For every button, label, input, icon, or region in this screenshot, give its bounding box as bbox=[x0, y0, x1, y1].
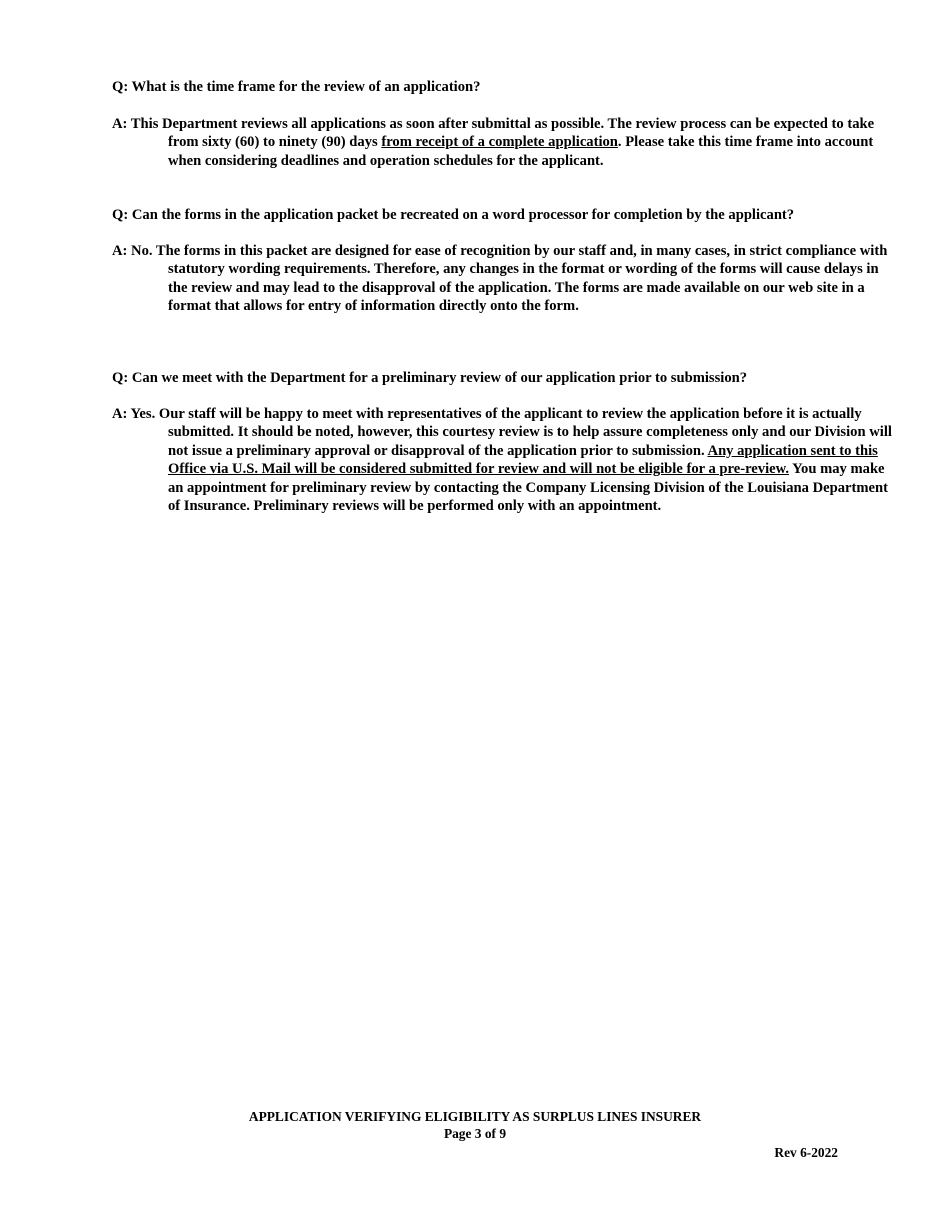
answer-1-underlined: from receipt of a complete application bbox=[381, 134, 618, 151]
footer-revision: Rev 6-2022 bbox=[774, 1145, 838, 1160]
footer-title: APPLICATION VERIFYING ELIGIBILITY AS SURPLUS LINES INSURER bbox=[248, 1109, 702, 1124]
answer-2: A: No. The forms in this packet are designed for ease of recognition by our staff and, in many cases, in strict compliance with statutory wording requirements. Therefore, any changes in the format or wording of the forms will cause delays in the review and may lead to the disapproval of the application. The forms are made available on our web site in a format that allows for entry of information directly onto the form. bbox=[112, 243, 888, 315]
footer-page-number: Page 3 of 9 bbox=[443, 1126, 507, 1141]
answer-1-text: A: This Department reviews all applications as soon after submittal as possible. The review process can be expected to take from sixty (60) to ninety (90) days bbox=[112, 116, 875, 151]
answer-1-suffix: . Please take this time frame into account when considering deadlines and operation schedules for the applicant. bbox=[168, 134, 874, 169]
answer-1 bbox=[112, 115, 896, 170]
question-2: Q: Can the forms in the application packet be recreated on a word processor for completion by the applicant? bbox=[112, 207, 795, 223]
question-3: Q: Can we meet with the Department for a preliminary review of our application prior to submission? bbox=[112, 370, 748, 386]
answer-3-text: A: Yes. Our staff will be happy to meet with representatives of the applicant to review the application before it is actually submitted. It should be noted, however, this courtesy review is to help assure completeness only and our Division will not issue a preliminary approval or disapproval of the application prior to submission. bbox=[112, 406, 892, 459]
answer-3-suffix: You may make an appointment for preliminary review by contacting the Company Licensing Division of the Louisiana Department of Insurance. Preliminary reviews will be performed only with an appointment. bbox=[168, 461, 888, 515]
answer-3 bbox=[112, 405, 896, 515]
answer-3-underlined: Any application sent to this Office via U.S. Mail will be considered submitted for review and will not be eligible for a pre-review. bbox=[168, 442, 878, 478]
question-1: Q: What is the time frame for the review of an application? bbox=[112, 79, 481, 95]
